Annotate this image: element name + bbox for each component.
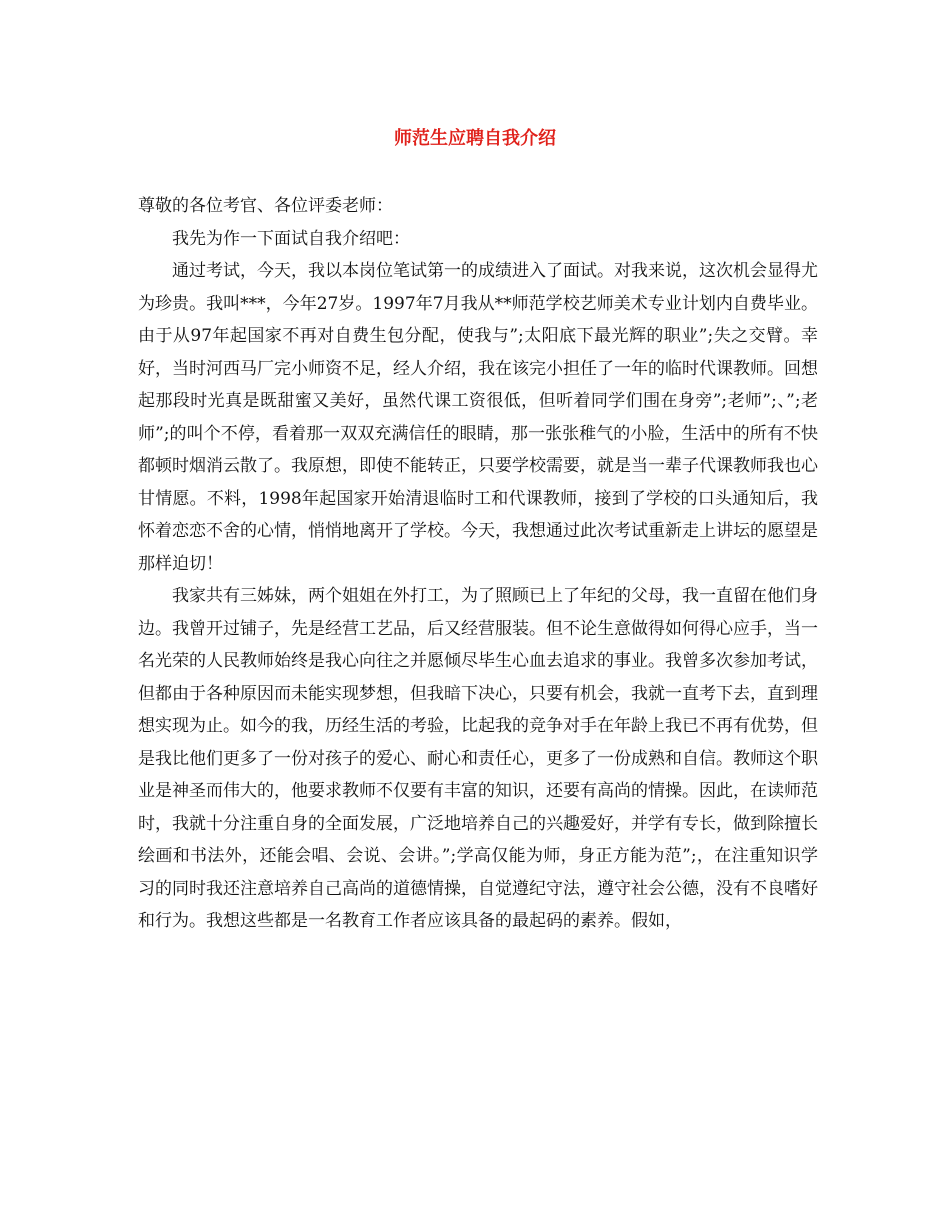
document-body bbox=[138, 190, 818, 938]
document-title: 师范生应聘自我介绍 bbox=[394, 128, 556, 149]
paragraph-family: 我家共有三姊妹，两个姐姐在外打工，为了照顾已上了年纪的父母，我一直留在他们身边。我曾开过铺子，先是经营工艺品，后又经营服装。但不论生意做得如何得心应手，当一名光荣的人民教师始终是我心向往之并愿倾尽毕生心血去追求的事业。我曾多次参加考试，但都由于各种原因而未能实现梦想，但我暗下决心，只要有机会，我就一直考下去，直到理想实现为止。如今的我，历经生活的考验，比起我的竞争对手在年龄上我已不再有优势，但是我比他们更多了一份对孩子的爱心、耐心和责任心，更多了一份成熟和自信。教师这个职业是神圣而伟大的，他要求教师不仅要有丰富的知识，还要有高尚的情操。因此，在读师范时，我就十分注重自身的全面发展，广泛地培养自己的兴趣爱好，并学有专长，做到除擅长绘画和书法外，还能会唱、会说、会讲。”;学高仅能为师，身正方能为范”;，在注重知识学习的同时我还注意培养自己高尚的道德情操，自觉遵纪守法，遵守社会公德，没有不良嗜好和行为。我想这些都是一名教育工作者应该具备的最起码的素养。假如， bbox=[138, 586, 818, 931]
paragraph-background: 通过考试，今天，我以本岗位笔试第一的成绩进入了面试。对我来说，这次机会显得尤为珍贵。我叫***，今年27岁。1997年7月我从**师范学校艺师美术专业计划内自费毕业。由于从97年起国家不再对自费生包分配，使我与”;太阳底下最光辉的职业”;失之交臂。幸好，当时河西马厂完小师资不足，经人介绍，我在该完小担任了一年的临时代课教师。回想起那段时光真是既甜蜜又美好，虽然代课工资很低，但听着同学们围在身旁”;老师”;、”;老师”;的叫个不停，看着那一双双充满信任的眼睛，那一张张稚气的小脸，生活中的所有不快都顿时烟消云散了。我原想，即使不能转正，只要学校需要，就是当一辈子代课教师我也心甘情愿。不料，1998年起国家开始清退临时工和代课教师，接到了学校的口头通知后，我怀着恋恋不舍的心情，悄悄地离开了学校。今天，我想通过此次考试重新走上讲坛的愿望是那样迫切！ bbox=[138, 261, 818, 574]
salutation: 尊敬的各位考官、各位评委老师： bbox=[138, 196, 393, 216]
paragraph-intro: 我先为作一下面试自我介绍吧： bbox=[172, 228, 410, 249]
